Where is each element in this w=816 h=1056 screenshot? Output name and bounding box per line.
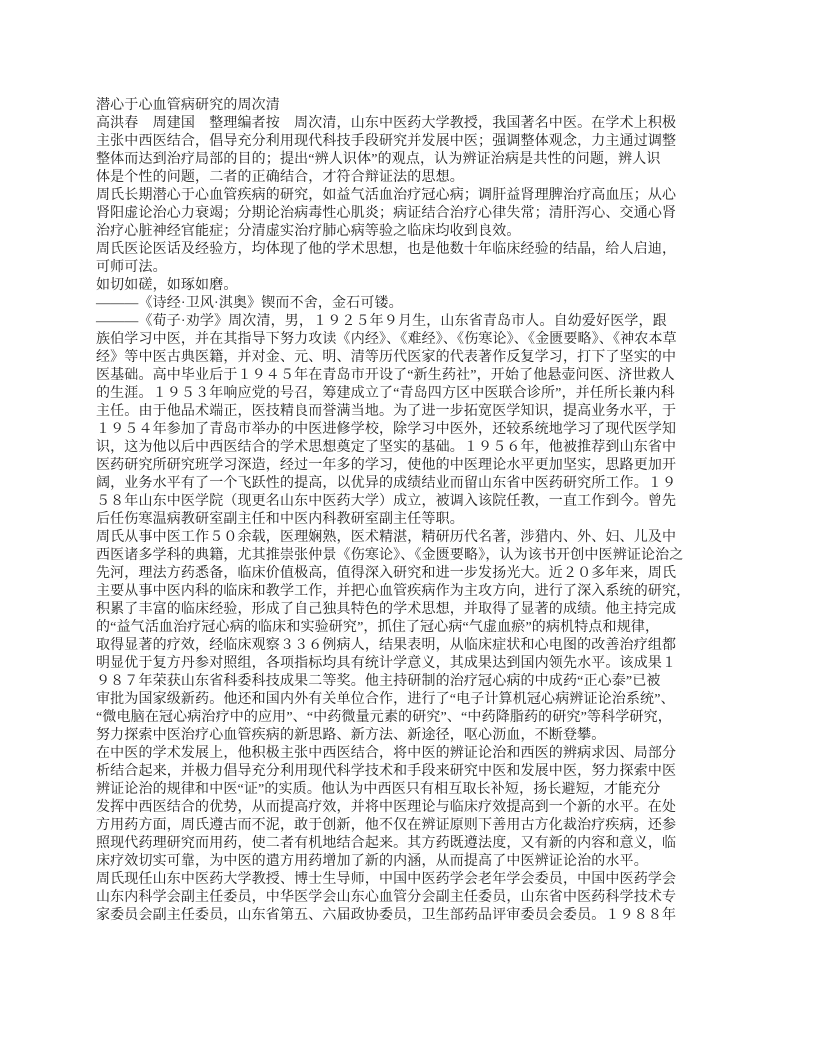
text-line: 的生涯。１９５３年响应党的号召，筹建成立了“青岛四方区中医联合诊所”，并任所长兼内科 [96, 386, 675, 401]
text-line: 明显优于复方丹参对照组，各项指标均具有统计学意义，其成果达到国内领先水平。该成果１ [96, 656, 677, 671]
text-line: ５８年山东中医学院（现更名山东中医药大学）成立，被调入该院任教，一直工作到今。曾先 [96, 494, 677, 509]
text-line: 发挥中西医结合的优势，从而提高疗效，并将中医理论与临床疗效提高到一个新的水平。在处 [96, 800, 677, 815]
text-line: 治疗心脏神经官能症；分清虚实治疗肺心病等验之临床均收到良效。 [96, 224, 521, 239]
text-line: 辨证论治的规律和中医“证”的实质。他认为中西医只有相互取长补短，扬长避短，才能充分 [96, 782, 661, 797]
text-line: 析结合起来，并极力倡导充分利用现代科学技术和手段来研究中医和发展中医，努力探索中医 [96, 764, 677, 779]
text-line: 体是个性的问题，二者的正确结合，才符合辩证法的思想。 [96, 170, 464, 185]
text-line: 后任伤寒温病教研室副主任和中医内科教研室副主任等职。 [96, 512, 464, 527]
text-line: 主要从事中医内科的临床和教学工作，并把心血管疾病作为主攻方向，进行了深入系统的研究， [96, 584, 691, 599]
text-line: 照现代药理研究而用药，使二者有机地结合起来。其方药既遵法度，又有新的内容和意义，临 [96, 836, 677, 851]
text-line: 如切如磋，如琢如磨。 [96, 278, 238, 293]
document-body [96, 97, 724, 925]
text-line: 取得显著的疗效，经临床观察３３６例病人，结果表明，从临床症状和心电图的改善治疗组都 [96, 638, 677, 653]
text-line: 族伯学习中医，并在其指导下努力攻读《内经》、《难经》、《伤寒论》、《金匮要略》、《神农本草 [96, 332, 677, 347]
text-line: ———《诗经·卫风·淇奥》锲而不舍，金石可镂。 [96, 296, 403, 311]
text-line: 周氏现任山东中医药大学教授、博士生导师，中国中医药学会老年学会委员，中国中医药学会 [96, 872, 677, 887]
text-line: 在中医的学术发展上，他积极主张中西医结合，将中医的辨证论治和西医的辨病求因、局部分 [96, 746, 677, 761]
text-line: ———《荀子·劝学》周次清，男，１９２５年９月生，山东省青岛市人。自幼爱好医学，跟 [96, 314, 667, 329]
text-line: 先河，理法方药悉备，临床价值极高，值得深入研究和进一步发扬光大。近２０多年来，周氏 [96, 566, 677, 581]
text-line: 周氏医论医话及经验方，均体现了他的学术思想，也是他数十年临床经验的结晶，给人启迪， [96, 242, 677, 257]
text-line: 方用药方面，周氏遵古而不泥，敢于创新，他不仅在辨证原则下善用古方化裁治疗疾病，还参 [96, 818, 677, 833]
text-line: 主任。由于他品术端正，医技精良而誉满当地。为了进一步拓宽医学知识，提高业务水平，于 [96, 404, 677, 419]
text-line: 积累了丰富的临床经验，形成了自己独具特色的学术思想，并取得了显著的成绩。他主持完成 [96, 602, 677, 617]
text-line: 家委员会副主任委员，山东省第五、六届政协委员，卫生部药品评审委员会委员。１９８８年 [96, 908, 677, 923]
document-title: 潜心于心血管病研究的周次清 [96, 98, 280, 113]
paragraph-lines [96, 115, 724, 925]
text-line: １９５４年参加了青岛市举办的中医进修学校，除学习中医外，还较系统地学习了现代医学知 [96, 422, 677, 437]
text-line: 审批为国家级新药。他还和国内外有关单位合作，进行了“电子计算机冠心病辨证论治系统”、 [96, 692, 675, 707]
text-line: 床疗效切实可靠，为中医的遣方用药增加了新的内涵，从而提高了中医辨证论治的水平。 [96, 854, 648, 869]
text-line: 的“益气活血治疗冠心病的临床和实验研究”，抓住了冠心病“气虚血瘀”的病机特点和规律， [96, 620, 660, 635]
text-line: 周氏长期潜心于心血管疾病的研究，如益气活血治疗冠心病；调肝益肾理脾治疗高血压；从心 [96, 188, 677, 203]
text-line: ９８７年荣获山东省科委科技成果二等奖。他主持研制的治疗冠心病的中成药“正心泰”已被 [96, 674, 661, 689]
text-line: 医药研究所研究班学习深造，经过一年多的学习，使他的中医理论水平更加坚实，思路更加开 [96, 458, 677, 473]
text-line: 高洪春 周建国 整理编者按 周次清，山东中医药大学教授，我国著名中医。在学术上积极 [96, 116, 677, 131]
text-line: 识，这为他以后中西医结合的学术思想奠定了坚实的基础。１９５６年，他被推荐到山东省中 [96, 440, 677, 455]
text-line: 肾阳虚论治心力衰竭；分期论治病毒性心肌炎；病证结合治疗心律失常；清肝泻心、交通心肾 [96, 206, 677, 221]
text-line: 医基础。高中毕业后于１９４５年在青岛市开设了“新生药社”，开始了他悬壶问医、济世救人 [96, 368, 675, 383]
text-line: 阔，业务水平有了一个飞跃性的提高，以优异的成绩结业而留山东省中医药研究所工作。１９ [96, 476, 677, 491]
text-line: 周氏从事中医工作５０余载，医理娴熟，医术精湛，精研历代名著，涉猎内、外、妇、儿及中 [96, 530, 677, 545]
text-line: 经》等中医古典医籍，并对金、元、明、清等历代医家的代表著作反复学习，打下了坚实的中 [96, 350, 677, 365]
text-line: 努力探索中医治疗心血管疾病的新思路、新方法、新途径，呕心沥血，不断登攀。 [96, 728, 606, 743]
text-line: 整体而达到治疗局部的目的；提出“辨人识体”的观点，认为辨证治病是共性的问题，辨人识 [96, 152, 661, 167]
text-line: 主张中西医结合，倡导充分利用现代科技手段研究并发展中医；强调整体观念，力主通过调整 [96, 134, 677, 149]
text-line: 西医诸多学科的典籍，尤其推崇张仲景《伤寒论》、《金匮要略》，认为该书开创中医辨证论治之 [96, 548, 684, 563]
text-line: “微电脑在冠心病治疗中的应用”、“中药微量元素的研究”、“中药降脂药的研究”等科学研究， [96, 710, 672, 725]
text-line: 山东内科学会副主任委员，中华医学会山东心血管分会副主任委员，山东省中医药科学技术专 [96, 890, 677, 905]
text-line: 可师可法。 [96, 260, 167, 275]
